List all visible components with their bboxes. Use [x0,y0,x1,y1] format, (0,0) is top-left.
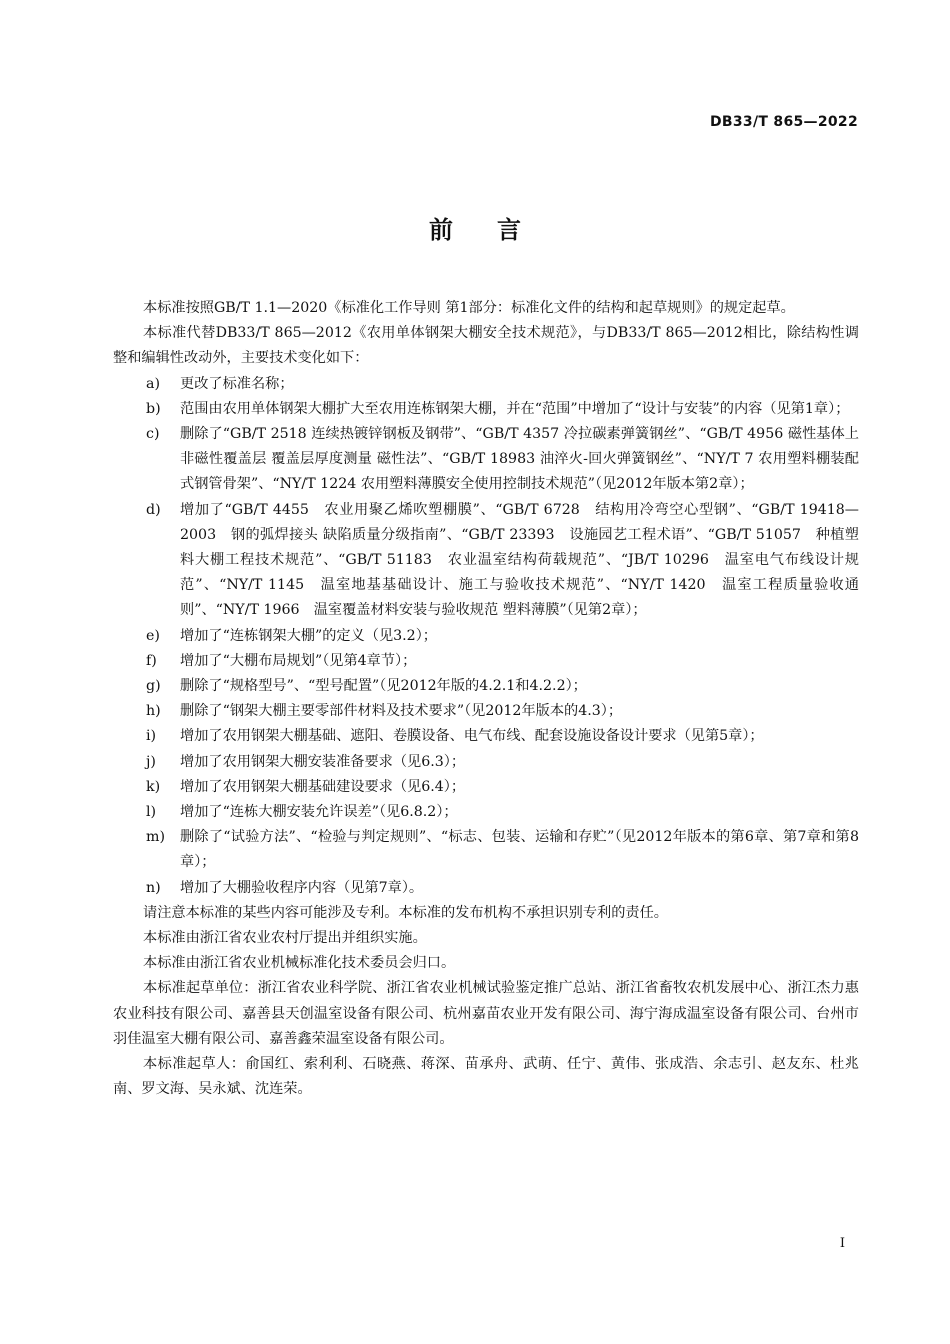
list-item-label: m) [146,829,165,846]
list-item-label: l) [146,804,157,821]
list-item-text: 增加了农用钢架大棚基础建设要求（见6.4）； [180,778,466,795]
list-item-label: g) [146,678,161,695]
document-body [113,296,859,1103]
committee-statement: 本标准由浙江省农业机械标准化技术委员会归口。 [143,955,456,972]
intro-paragraph-1: 本标准按照GB/T 1.1—2020《标准化工作导则 第1部分：标准化文件的结构和起草规则》的规定起草。 [143,300,795,316]
patent-notice: 请注意本标准的某些内容可能涉及专利。本标准的发布机构不承担识别专利的责任。 [143,904,668,921]
drafting-units: 本标准起草单位：浙江省农业科学院、浙江省农业机械试验鉴定推广总站、浙江省畜牧农机发展中心、浙江杰力惠农业科技有限公司、嘉善县天创温室设备有限公司、杭州嘉苗农业开发有限公司、海宁海成温室设备有限公司、台州市羽佳温室大棚有限公司、嘉善鑫荣温室设备有限公司。 [113,980,859,1047]
list-item-label: a) [146,375,160,392]
list-item-label: e) [146,627,160,644]
list-item [113,699,859,724]
list-item-text: 增加了农用钢架大棚安装准备要求（见6.3）； [180,753,466,770]
list-item-text: 删除了“规格型号”、“型号配置”（见2012年版的4.2.1和4.2.2）； [180,678,587,695]
drafters: 本标准起草人：俞国红、索利利、石晓燕、蒋深、苗承舟、武萌、任宁、黄伟、张成浩、余志引、赵友东、杜兆南、罗文海、吴永斌、沈连荣。 [113,1056,859,1098]
list-item-text: 删除了“钢架大棚主要零部件材料及技术要求”（见2012年版本的4.3）； [180,703,623,720]
list-item-label: k) [146,778,161,795]
list-item [113,674,859,699]
list-item [113,800,859,825]
list-item-text: 增加了农用钢架大棚基础、遮阳、卷膜设备、电气布线、配套设施设备设计要求（见第5章）； [180,728,764,745]
intro-paragraph-2: 本标准代替DB33/T 865—2012《农用单体钢架大棚安全技术规范》，与DB33/T 865—2012相比，除结构性调整和编辑性改动外，主要技术变化如下： [113,325,859,367]
list-item [113,624,859,649]
list-item-text: 增加了“连栋大棚安装允许误差”（见6.8.2）； [180,804,458,821]
list-item [113,825,859,875]
list-item-text: 删除了“GB/T 2518 连续热镀锌钢板及钢带”、“GB/T 4357 冷拉碳素弹簧钢丝”、“GB/T 4956 磁性基体上非磁性覆盖层 覆盖层厚度测量 磁性法”、“GB/T 18983 油淬火-回火弹簧钢丝”、“NY/T 7 农用塑料棚装配式钢管骨架”、“NY/T 1224 农用塑料薄膜安全使用控制技术规范”（见2012年版本第2章）； [180,426,859,493]
list-item [113,422,859,498]
list-item-label: f) [146,652,157,669]
list-item [113,498,859,624]
document-code: DB33/T 865—2022 [710,114,858,130]
list-item [113,724,859,749]
list-item-text: 范围由农用单体钢架大棚扩大至农用连栋钢架大棚，并在“范围”中增加了“设计与安装”的内容（见第1章）； [180,400,850,417]
list-item [113,775,859,800]
list-item-text: 增加了“大棚布局规划”（见第4章节）； [180,652,417,669]
list-item-label: b) [146,400,161,417]
list-item-text: 增加了“GB/T 4455 农业用聚乙烯吹塑棚膜”、“GB/T 6728 结构用冷弯空心型钢”、“GB/T 19418—2003 钢的弧焊接头 缺陷质量分级指南”、“GB/T 23393 设施园艺工程术语”、“GB/T 51057 种植塑料大棚工程技术规范”、“GB/T 51183 农业温室结构荷载规范”、“JB/T 10296 温室电气布线设计规范”、“NY/T 1145 温室地基基础设计、施工与验收技术规范”、“NY/T 1420 温室工程质量验收通则”、“NY/T 1966 温室覆盖材料安装与验收规范 塑料薄膜”（见第2章）； [180,501,859,619]
proposer-statement: 本标准由浙江省农业农村厅提出并组织实施。 [143,930,427,947]
list-item-label: d) [146,501,161,518]
list-item-label: j) [146,753,156,770]
list-item [113,649,859,674]
list-item-label: n) [146,879,161,896]
list-item-text: 增加了大棚验收程序内容（见第7章）。 [180,879,424,896]
list-item [113,397,859,422]
list-item-text: 更改了标准名称； [180,375,294,392]
list-item [113,372,859,397]
list-item-label: h) [146,703,161,720]
page-title: 前言 [429,216,565,244]
list-item-label: c) [146,426,160,443]
list-item-label: i) [146,728,157,745]
page-number: I [839,1236,845,1251]
list-item-text: 增加了“连栋钢架大棚”的定义（见3.2）； [180,627,437,644]
list-item [113,750,859,775]
list-item-text: 删除了“试验方法”、“检验与判定规则”、“标志、包装、运输和存贮”（见2012年版本的第6章、第7章和第8章）； [180,829,859,871]
list-item [113,876,859,901]
change-list [113,372,859,901]
